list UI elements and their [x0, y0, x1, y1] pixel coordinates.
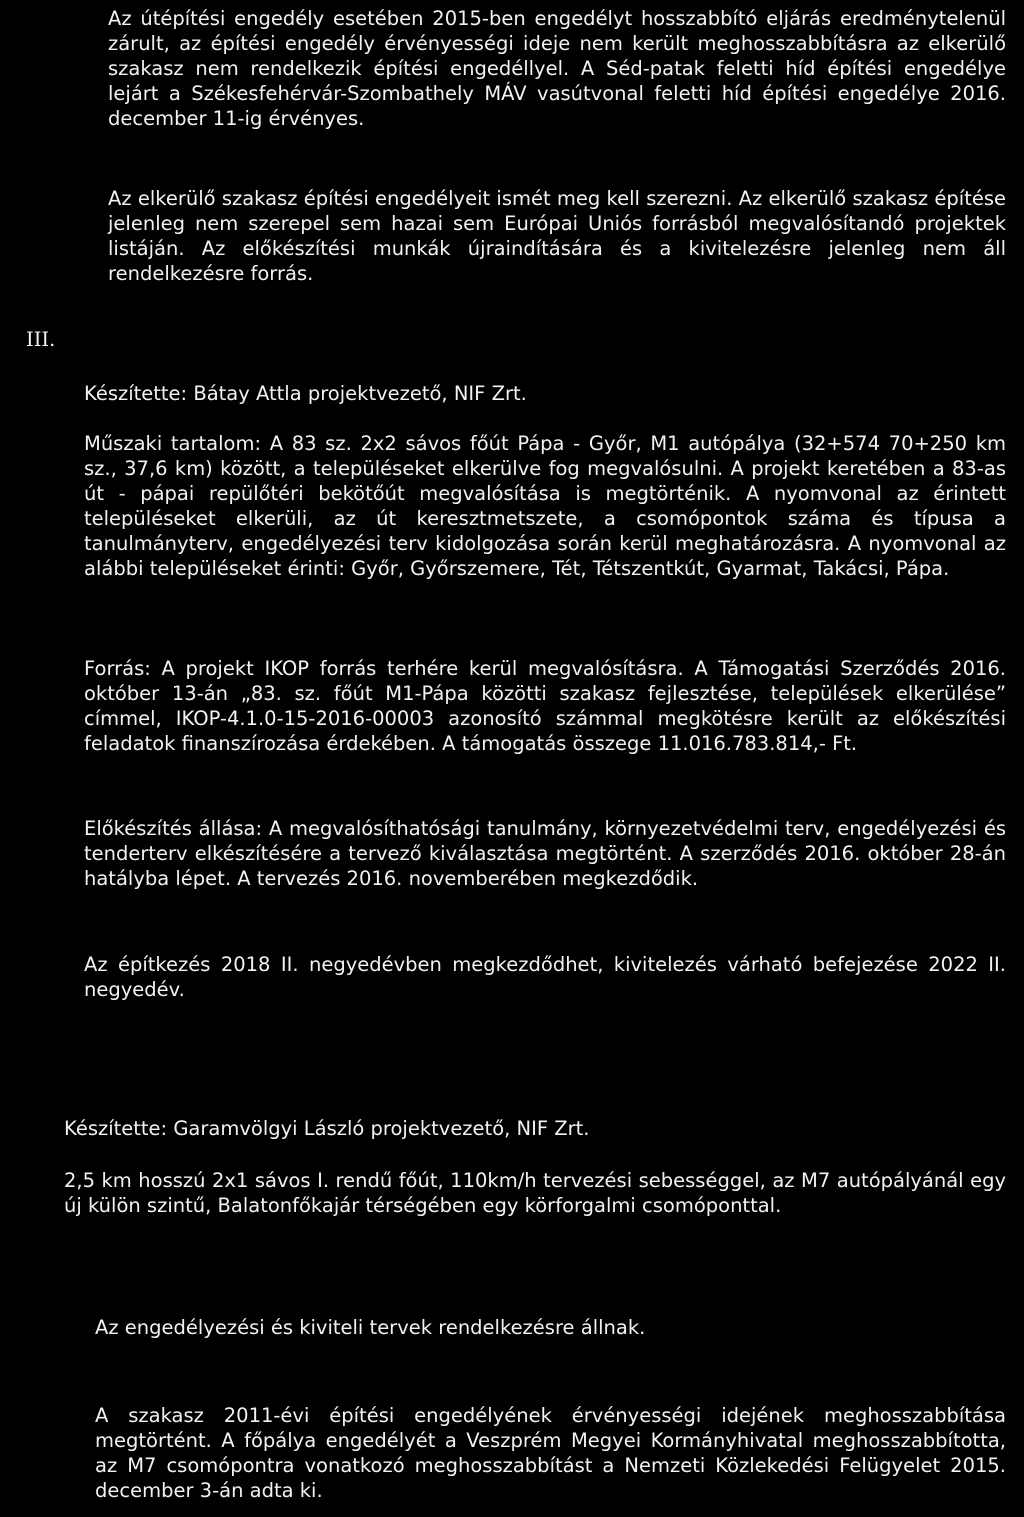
paragraph-technical-content: Műszaki tartalom: A 83 sz. 2x2 sávos főút Pápa - Győr, M1 autópálya (32+574 70+250 km sz., 37,6 km) között, a településeket elkerülve fog megvalósulni. A projekt keretében a 83-as út - pápai repülőtéri bekötőút megvalósítása is megtörténik. A nyomvonal az érintett településeket elkerüli, az út keresztmetszete, a csomópontok száma és típusa a tanulmányterv, engedélyezési terv kidolgozása során kerül meghatározásra. A nyomvonal az alábbi településeket érinti: Győr, Győrszemere, Tét, Tétszentkút, Gyarmat, Takácsi, Pápa.	[84, 432, 1006, 580]
section-marker: III.	[26, 328, 56, 351]
prepared-by-batay: Készítette: Bátay Attla projektvezető, NIF Zrt.	[84, 382, 527, 405]
paragraph-permit-extension: A szakasz 2011-évi építési engedélyének érvényességi idejének meghosszabbítása megtörtént. A főpálya engedélyét a Veszprém Megyei Kormányhivatal meghosszabbította, az M7 csomópontra vonatkozó meghosszabbítást a Nemzeti Közlekedési Felügyelet 2015. december 3-án adta ki.	[95, 1404, 1006, 1502]
paragraph-permit-renewal: Az elkerülő szakasz építési engedélyeit ismét meg kell szerezni. Az elkerülő szakasz építése jelenleg nem szerepel sem hazai sem Európai Uniós forrásból megvalósítandó projektek listáján. Az előkészítési munkák újraindítására és a kivitelezésre jelenleg nem áll rendelkezésre forrás.	[108, 187, 1006, 285]
paragraph-plans-available: Az engedélyezési és kiviteli tervek rendelkezésre állnak.	[95, 1316, 646, 1339]
paragraph-construction-schedule: Az építkezés 2018 II. negyedévben megkezdődhet, kivitelezés várható befejezése 2022 II. negyedév.	[84, 953, 1006, 1001]
prepared-by-garamvolgyi: Készítette: Garamvölgyi László projektvezető, NIF Zrt.	[64, 1117, 590, 1140]
paragraph-road-description: 2,5 km hosszú 2x1 sávos I. rendű főút, 110km/h tervezési sebességgel, az M7 autópályánál egy új külön szintű, Balatonfőkajár térségében egy körforgalmi csomóponttal.	[64, 1169, 1006, 1217]
paragraph-preparation-status: Előkészítés állása: A megvalósíthatósági tanulmány, környezetvédelmi terv, engedélyezési és tenderterv elkészítésére a tervező kiválasztása megtörtént. A szerződés 2016. október 28-án hatályba lépet. A tervezés 2016. novemberében megkezdődik.	[84, 817, 1006, 890]
paragraph-funding-source: Forrás: A projekt IKOP forrás terhére kerül megvalósításra. A Támogatási Szerződés 2016. október 13-án „83. sz. főút M1-Pápa közötti szakasz fejlesztése, települések elkerülése” címmel, IKOP-4.1.0-15-2016-00003 azonosító számmal megkötésre került az előkészítési feladatok finanszírozása érdekében. A támogatás összege 11.016.783.814,- Ft.	[84, 657, 1006, 755]
paragraph-permit-status: Az útépítési engedély esetében 2015-ben engedélyt hosszabbító eljárás eredménytelenül zárult, az építési engedély érvényességi ideje nem került meghosszabbításra az elkerülő szakasz nem rendelkezik építési engedéllyel. A Séd-patak feletti híd építési engedélye lejárt a Székesfehérvár-Szombathely MÁV vasútvonal feletti híd építési engedélye 2016. december 11-ig érvényes.	[108, 7, 1006, 130]
